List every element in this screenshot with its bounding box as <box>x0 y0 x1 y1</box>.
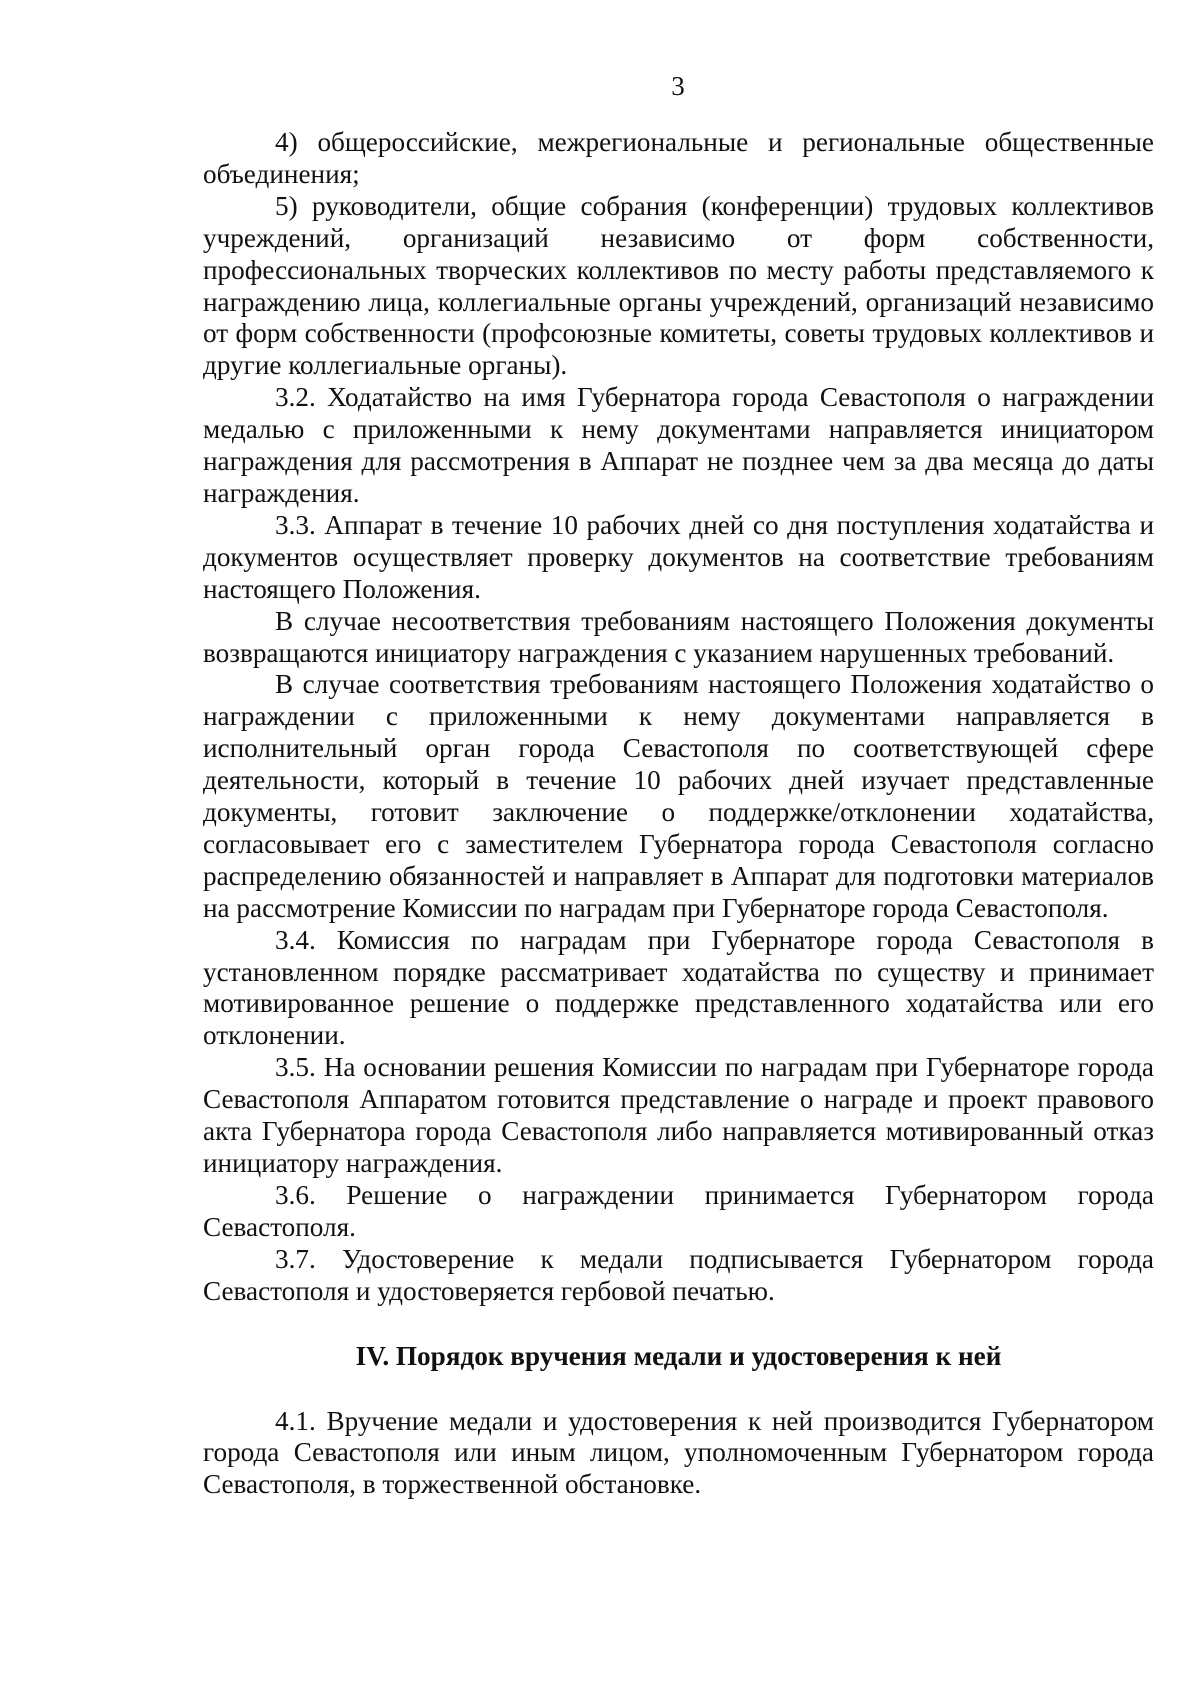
document-body <box>203 127 1154 1501</box>
paragraph-3-3: 3.3. Аппарат в течение 10 рабочих дней со дня поступления ходатайства и документов осуществляет проверку документов на соответствие требованиям настоящего Положения. <box>203 509 1154 604</box>
paragraph-3-5: 3.5. На основании решения Комиссии по наградам при Губернаторе города Севастополя Аппаратом готовится представление о награде и проект правового акта Губернатора города Севастополя либо направляется мотивированный отказ инициатору награждения. <box>203 1052 1154 1178</box>
paragraph-3-6: 3.6. Решение о награждении принимается Губернатором города Севастополя. <box>203 1179 1154 1242</box>
paragraph-3-7: 3.7. Удостоверение к медали подписывается Губернатором города Севастополя и удостоверяется гербовой печатью. <box>203 1243 1154 1306</box>
paragraph-nonconformity: В случае несоответствия требованиям настоящего Положения документы возвращаются инициатору награждения с указанием нарушенных требований. <box>203 605 1154 668</box>
paragraph-3-4: 3.4. Комиссия по наградам при Губернаторе города Севастополя в установленном порядке рассматривает ходатайства по существу и принимает мотивированное решение о поддержке представленного ходатайства или его отклонении. <box>203 924 1154 1051</box>
page-number: 3 <box>671 71 685 101</box>
paragraph-item-5: 5) руководители, общие собрания (конференции) трудовых коллективов учреждений, организаций независимо от форм собственности, профессиональных творческих коллективов по месту работы представляемого к награждению лица, коллегиальные органы учреждений, организаций независимо от форм собственности (профсоюзные комитеты, советы трудовых коллективов и другие коллегиальные органы). <box>203 190 1154 381</box>
paragraph-4-1: 4.1. Вручение медали и удостоверения к ней производится Губернатором города Севастополя или иным лицом, уполномоченным Губернатором города Севастополя, в торжественной обстановке. <box>203 1405 1154 1500</box>
paragraph-3-2: 3.2. Ходатайство на имя Губернатора города Севастополя о награждении медалью с приложенными к нему документами направляется инициатором награждения для рассмотрения в Аппарат не позднее чем за два месяца до даты награждения. <box>203 382 1154 508</box>
paragraph-item-4: 4) общероссийские, межрегиональные и региональные общественные объединения; <box>203 127 1154 189</box>
section-heading: IV. Порядок вручения медали и удостоверения к ней <box>355 1340 1002 1371</box>
paragraph-conformity: В случае соответствия требованиям настоящего Положения ходатайство о награждении с приложенными к нему документами направляется в исполнительный орган города Севастополя по соответствующей сфере деятельности, который в течение 10 рабочих дней изучает представленные документы, готовит заключение о поддержке/отклонении ходатайства, согласовывает его с заместителем Губернатора города Севастополя согласно распределению обязанностей и направляет в Аппарат для подготовки материалов на рассмотрение Комиссии по наградам при Губернаторе города Севастополя. <box>203 669 1154 923</box>
